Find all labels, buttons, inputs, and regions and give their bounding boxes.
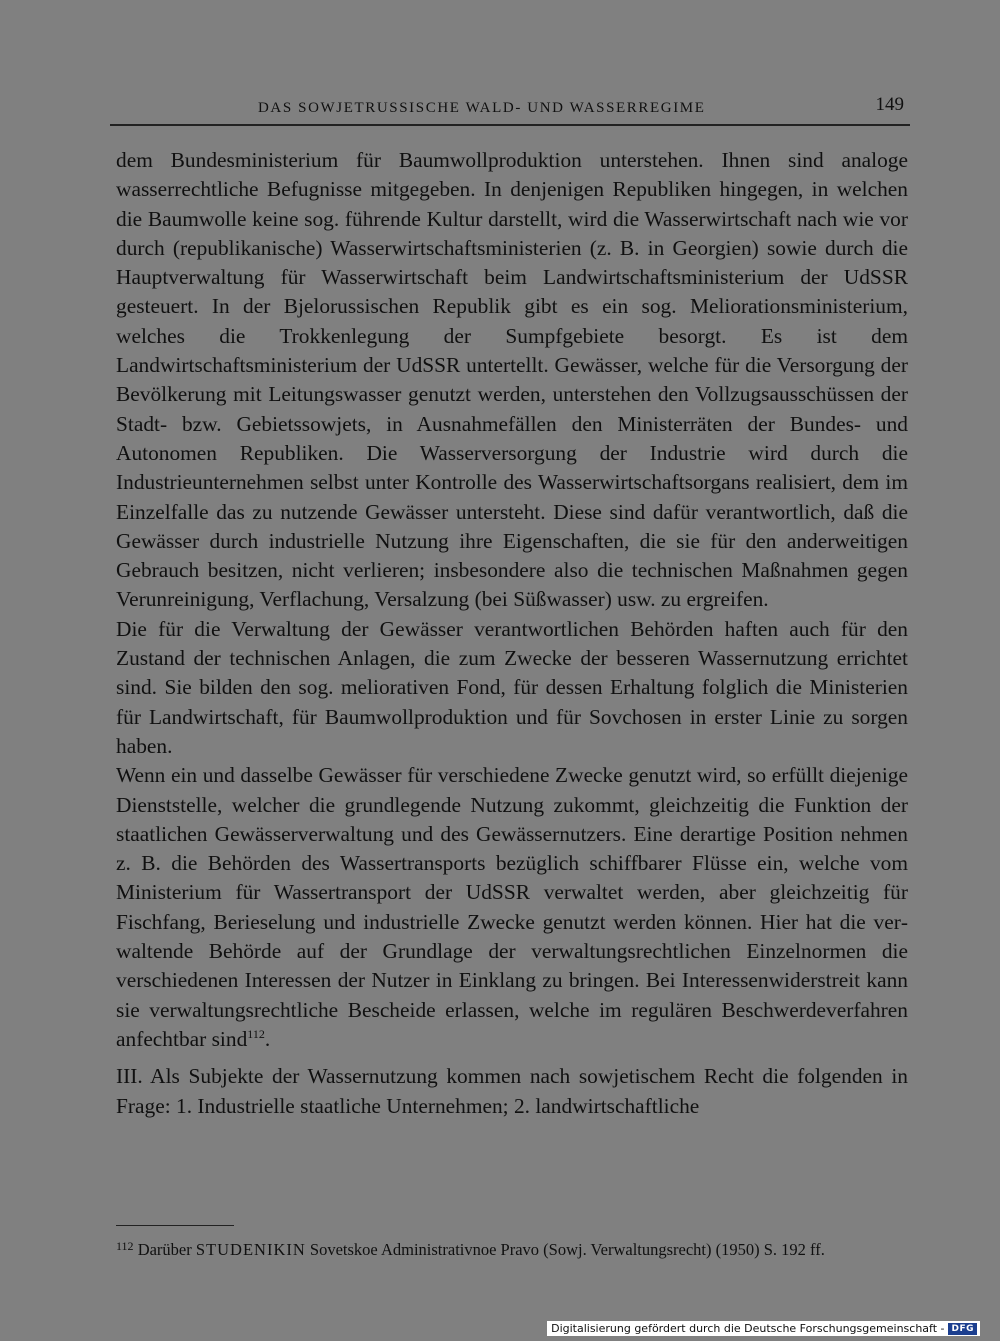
dfg-logo-icon[interactable]: DFG: [948, 1323, 977, 1335]
footnote-divider: [116, 1225, 234, 1226]
footnote-author: STUDENIKIN: [195, 1240, 306, 1259]
footnote-reference[interactable]: 112: [247, 1026, 265, 1041]
digitization-credit-text: Digitalisierung gefördert durch die Deutsche Forschungsgemeinschaft -: [551, 1322, 945, 1335]
main-text: [116, 146, 908, 1121]
paragraph-4: III. Als Subjekte der Wassernutzung kommen nach sowjetischem Recht die folgenden in Frage: 1. Industrielle staatliche Unternehmen; 2. landwirtschaftliche: [116, 1064, 908, 1118]
paragraph-1: dem Bundesministerium für Baumwollproduktion unterstehen. Ihnen sind analoge wasserrechtliche Befugnisse mitgegeben. In denjenigen Republiken hingegen, in welchen die Baumwolle keine sog. führende Kultur darstellt, wird die Wasserwirtschaft nach wie vor durch (republikanische) Wasserwirtschaftsministerien (z. B. in Georgien) sowie durch die Hauptverwaltung für Wasserwirtschaft beim Landwirtschaftsministerium der UdSSR gesteuert. In der Bjelorussischen Republik gibt es ein sog. Meliorationsministerium, welches die Trokkenlegung der Sumpfgebiete besorgt. Es ist dem Landwirtschaftsministerium der UdSSR untertellt. Gewässer, welche für die Versorgung der Bevölkerung mit Leitungswasser genutzt werden, unterstehen den Vollzugsausschüssen der Stadt- bzw. Gebietssowjets, in Ausnahmefällen den Ministerräten der Bundes- und Autonomen Republiken. Die Wasserversorgung der Industrie wird durch die Industrieunternehmen selbst unter Kontrolle des Wasserwirtschaftsorgans realisiert, dem im Einzelfalle das zu nutzende Gewässer untersteht. Diese sind dafür verantwortlich, daß die Gewässer durch industrielle Nutzung ihre Eigenschaften, die sie für den anderweitigen Gebrauch besitzen, nicht verlieren; insbesondere also die technischen Maßnahmen gegen Verunreinigung, Verflachung, Versalzung (bei Süßwasser) usw. zu ergreifen.: [116, 148, 908, 612]
footnote-mark: 112: [116, 1239, 134, 1253]
paragraph-3-text: Wenn ein und dasselbe Gewässer für verschiedene Zwecke genutzt wird, so erfüllt diejenige Dienststelle, welcher die grundlegende Nutzung zukommt, gleichzeitig die Funktion der staatlichen Gewässerverwaltung und des Gewässernutzers. Eine derartige Position nehmen z. B. die Behörden des Wassertransports bezüglich schiffbarer Flüsse ein, welche vom Ministerium für Wassertransport der UdSSR verwaltet werden, aber gleichzeitig für Fischfang, Berieselung und industrielle Zwecke genutzt werden können. Hier hat die verwaltende Behörde auf der Grundlage der verwaltungsrechtlichen Einzelnormen die verschiedenen Interessen der Nutzer in Einklang zu bringen. Bei Interessenwiderstreit kann sie verwaltungsrechtliche Bescheide erlassen, welche im regulären Beschwerdeverfahren anfechtbar sind: [116, 763, 908, 1051]
digitization-credit: [547, 1321, 980, 1336]
running-head-title: DAS SOWJETRUSSISCHE WALD- UND WASSERREGIME: [258, 100, 706, 116]
footnote-pre: Darüber: [137, 1240, 192, 1259]
footnote: [116, 1236, 908, 1260]
running-header: [110, 94, 910, 126]
paragraph-2: Die für die Verwaltung der Gewässer verantwortlichen Behörden haften auch für den Zustand der technischen Anlagen, die zum Zwecke der besseren Wassernutzung errichtet sind. Sie bilden den sog. meliorativen Fond, für dessen Erhaltung folglich die Ministerien für Landwirtschaft, für Baumwollproduktion und für Sovchosen in erster Linie zu sorgen haben.: [116, 616, 908, 758]
paragraph-3-tail: .: [264, 1026, 271, 1051]
page-number: 149: [875, 94, 904, 115]
footnote-text: Sovetskoe Administrativnoe Pravo (Sowj. Verwaltungsrecht) (1950) S. 192 ff.: [309, 1240, 825, 1259]
paragraph-3: [116, 761, 908, 1054]
